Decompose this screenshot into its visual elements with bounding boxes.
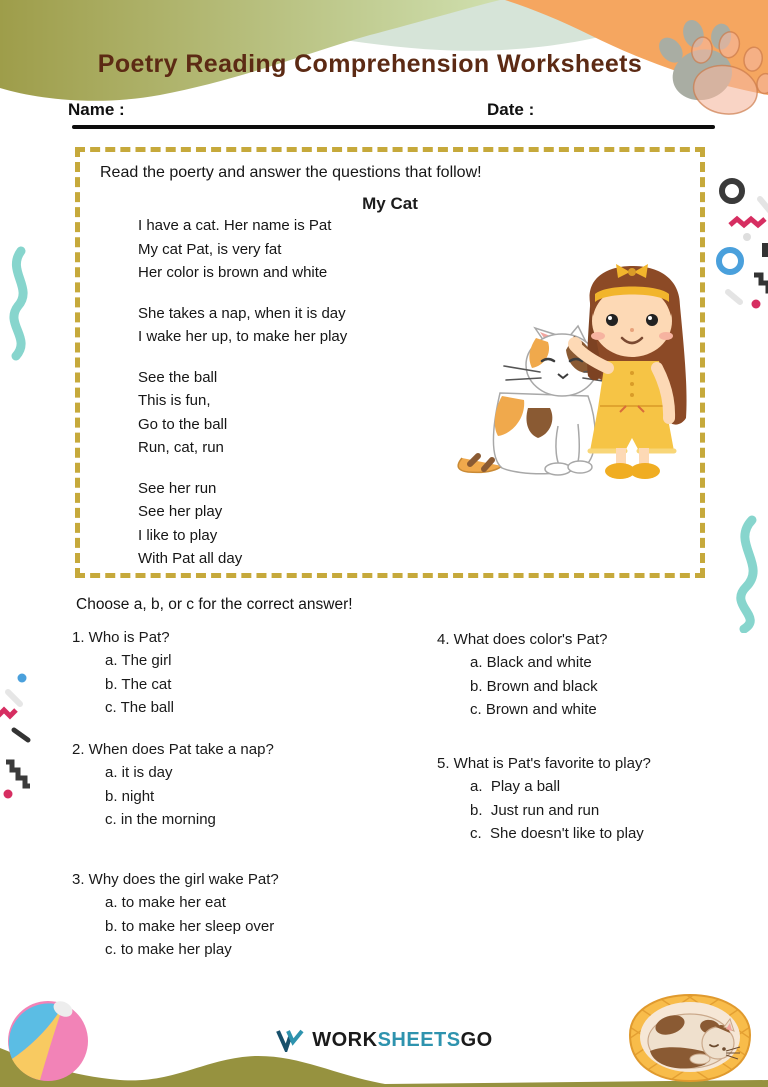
option: c. The ball: [105, 699, 174, 717]
poem-line: Her color is brown and white: [138, 264, 328, 281]
poem-line: I have a cat. Her name is Pat: [138, 217, 332, 234]
confetti-shapes-right: [700, 175, 768, 310]
option: c. Brown and white: [470, 701, 597, 719]
poem-text: [138, 214, 347, 588]
poem-line: She takes a nap, when it is day: [138, 304, 346, 322]
teal-squiggle-right: [722, 515, 768, 633]
option: b. Just run and run: [470, 801, 600, 819]
date-label: Date :: [487, 100, 535, 119]
poem-line: My cat Pat, is very fat: [138, 240, 282, 258]
question-label: 2. When does Pat take a nap?: [72, 741, 274, 758]
worksheetsgo-w-icon: [275, 1028, 305, 1052]
option: b. night: [105, 787, 155, 805]
question-label: 4. What does color's Pat?: [437, 631, 608, 648]
question-1: [72, 626, 412, 720]
poem-box: [75, 147, 705, 578]
poem-line: I wake her up, to make her play: [138, 328, 348, 345]
name-label: Name :: [68, 100, 125, 119]
poem-stanza: [138, 302, 347, 349]
option: b. Brown and black: [470, 677, 598, 695]
question-label: 1. Who is Pat?: [72, 629, 170, 646]
option: a. Play a ball: [470, 778, 561, 796]
option: a. The girl: [105, 652, 172, 670]
question-label: 3. Why does the girl wake Pat?: [72, 871, 279, 888]
option: c. She doesn't like to play: [470, 825, 644, 843]
teal-squiggle-left: [4, 246, 34, 361]
option: a. to make her eat: [105, 894, 226, 912]
worksheetsgo-logo: [0, 1028, 768, 1052]
header-divider: [72, 125, 715, 129]
option: a. Black and white: [470, 654, 592, 672]
option: c. to make her play: [105, 941, 232, 959]
option: b. The cat: [105, 675, 172, 693]
poem-stanza: [138, 214, 347, 285]
poem-line: With Pat all day: [138, 550, 243, 567]
girl-petting-cat-illustration: [440, 258, 700, 483]
poem-title: My Cat: [362, 194, 418, 213]
question-2: [72, 738, 412, 832]
poem-line: Run, cat, run: [138, 439, 224, 456]
logo-work: WORK: [312, 1028, 378, 1051]
poem-line: See her run: [138, 479, 217, 497]
poem-line: I like to play: [138, 526, 218, 544]
poem-line: See her play: [138, 503, 223, 520]
confetti-shapes-left: [0, 660, 40, 805]
option: b. to make her sleep over: [105, 917, 275, 935]
poem-stanza: [138, 366, 347, 460]
question-3: [72, 868, 412, 962]
quiz-instruction: Choose a, b, or c for the correct answer!: [76, 596, 353, 613]
poem-stanza: [138, 477, 347, 571]
option: c. in the morning: [105, 811, 216, 829]
question-label: 5. What is Pat's favorite to play?: [437, 755, 651, 772]
logo-go: GO: [460, 1028, 493, 1051]
page-title: Poetry Reading Comprehension Worksheets: [97, 50, 643, 78]
logo-sheets: SHEETS: [377, 1028, 461, 1051]
option: a. it is day: [105, 764, 173, 782]
question-4: [437, 628, 768, 722]
worksheetsgo-wordmark: [312, 1029, 492, 1052]
poem-line: See the ball: [138, 368, 218, 386]
poem-line: Go to the ball: [138, 415, 228, 433]
poem-line: This is fun,: [138, 392, 211, 409]
question-5: [437, 752, 768, 846]
reading-instruction: Read the poerty and answer the questions that follow!: [100, 164, 482, 181]
